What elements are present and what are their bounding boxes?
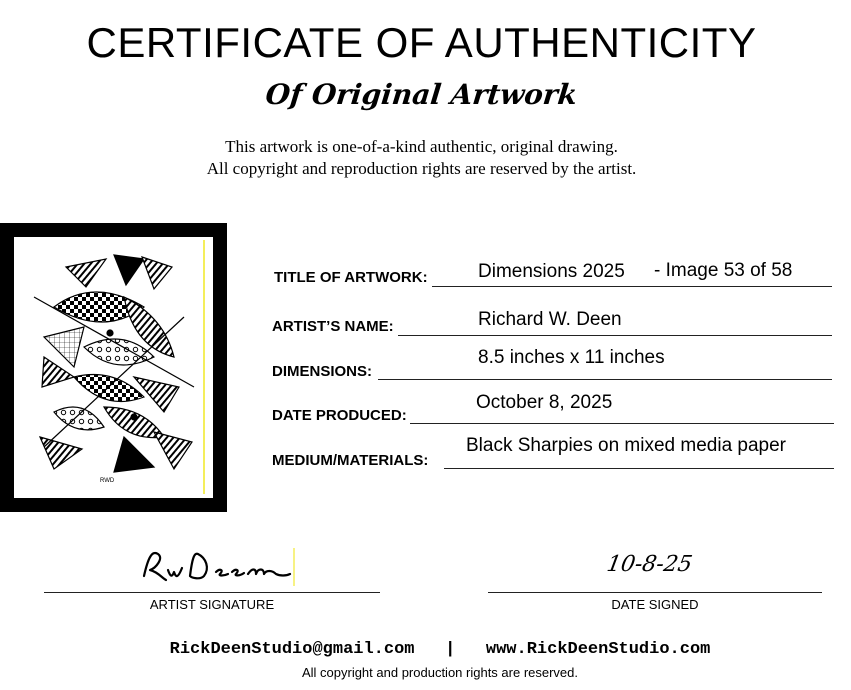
certificate-title: CERTIFICATE OF AUTHENTICITY — [86, 19, 757, 66]
artwork-image — [14, 237, 213, 498]
artists-name-value: Richard W. Deen — [478, 309, 622, 330]
medium-materials-label: MEDIUM/MATERIALS: — [272, 452, 429, 469]
date-signed-caption: DATE SIGNED — [611, 597, 699, 612]
intro-line-1: This artwork is one-of-a-kind authentic, original drawing. — [225, 137, 618, 156]
title-of-artwork-value: Dimensions 2025 — [478, 261, 625, 282]
date-produced-label: DATE PRODUCED: — [272, 407, 407, 424]
intro-line-2: All copyright and reproduction rights are reserved by the artist. — [206, 159, 637, 178]
artist-signature-line — [44, 592, 380, 593]
medium-materials-value: Black Sharpies on mixed media paper — [466, 435, 787, 456]
artist-signature-image — [140, 546, 300, 590]
artist-signature-caption: ARTIST SIGNATURE — [149, 597, 275, 612]
artwork-drawing — [14, 237, 213, 498]
medium-materials-line — [444, 468, 834, 469]
contact-website[interactable]: www.RickDeenStudio.com — [485, 640, 711, 659]
title-of-artwork-label: TITLE OF ARTWORK: — [274, 269, 428, 286]
title-of-artwork-extra: - Image 53 of 58 — [654, 260, 793, 281]
artists-name-label: ARTIST’S NAME: — [272, 318, 394, 335]
artwork-frame — [0, 223, 227, 512]
date-produced-value: October 8, 2025 — [476, 392, 613, 413]
date-signed-value: 10-8-25 — [604, 552, 695, 577]
intro-text — [0, 136, 843, 180]
certificate-subtitle: Of Original Artwork — [264, 78, 579, 111]
contact-line — [0, 640, 851, 659]
contact-email[interactable]: RickDeenStudio@gmail.com — [169, 640, 415, 659]
svg-text:RWD: RWD — [100, 478, 115, 484]
dimensions-value: 8.5 inches x 11 inches — [478, 347, 665, 368]
date-signed-line — [488, 592, 822, 593]
dimensions-label: DIMENSIONS: — [272, 363, 373, 380]
contact-separator: | — [445, 640, 456, 659]
date-produced-line — [410, 423, 834, 424]
footer-rights: All copyright and production rights are reserved. — [301, 665, 579, 680]
artists-name-line — [398, 335, 832, 336]
title-of-artwork-line — [432, 286, 832, 287]
dimensions-line — [378, 379, 832, 380]
frame-highlight — [203, 240, 205, 494]
